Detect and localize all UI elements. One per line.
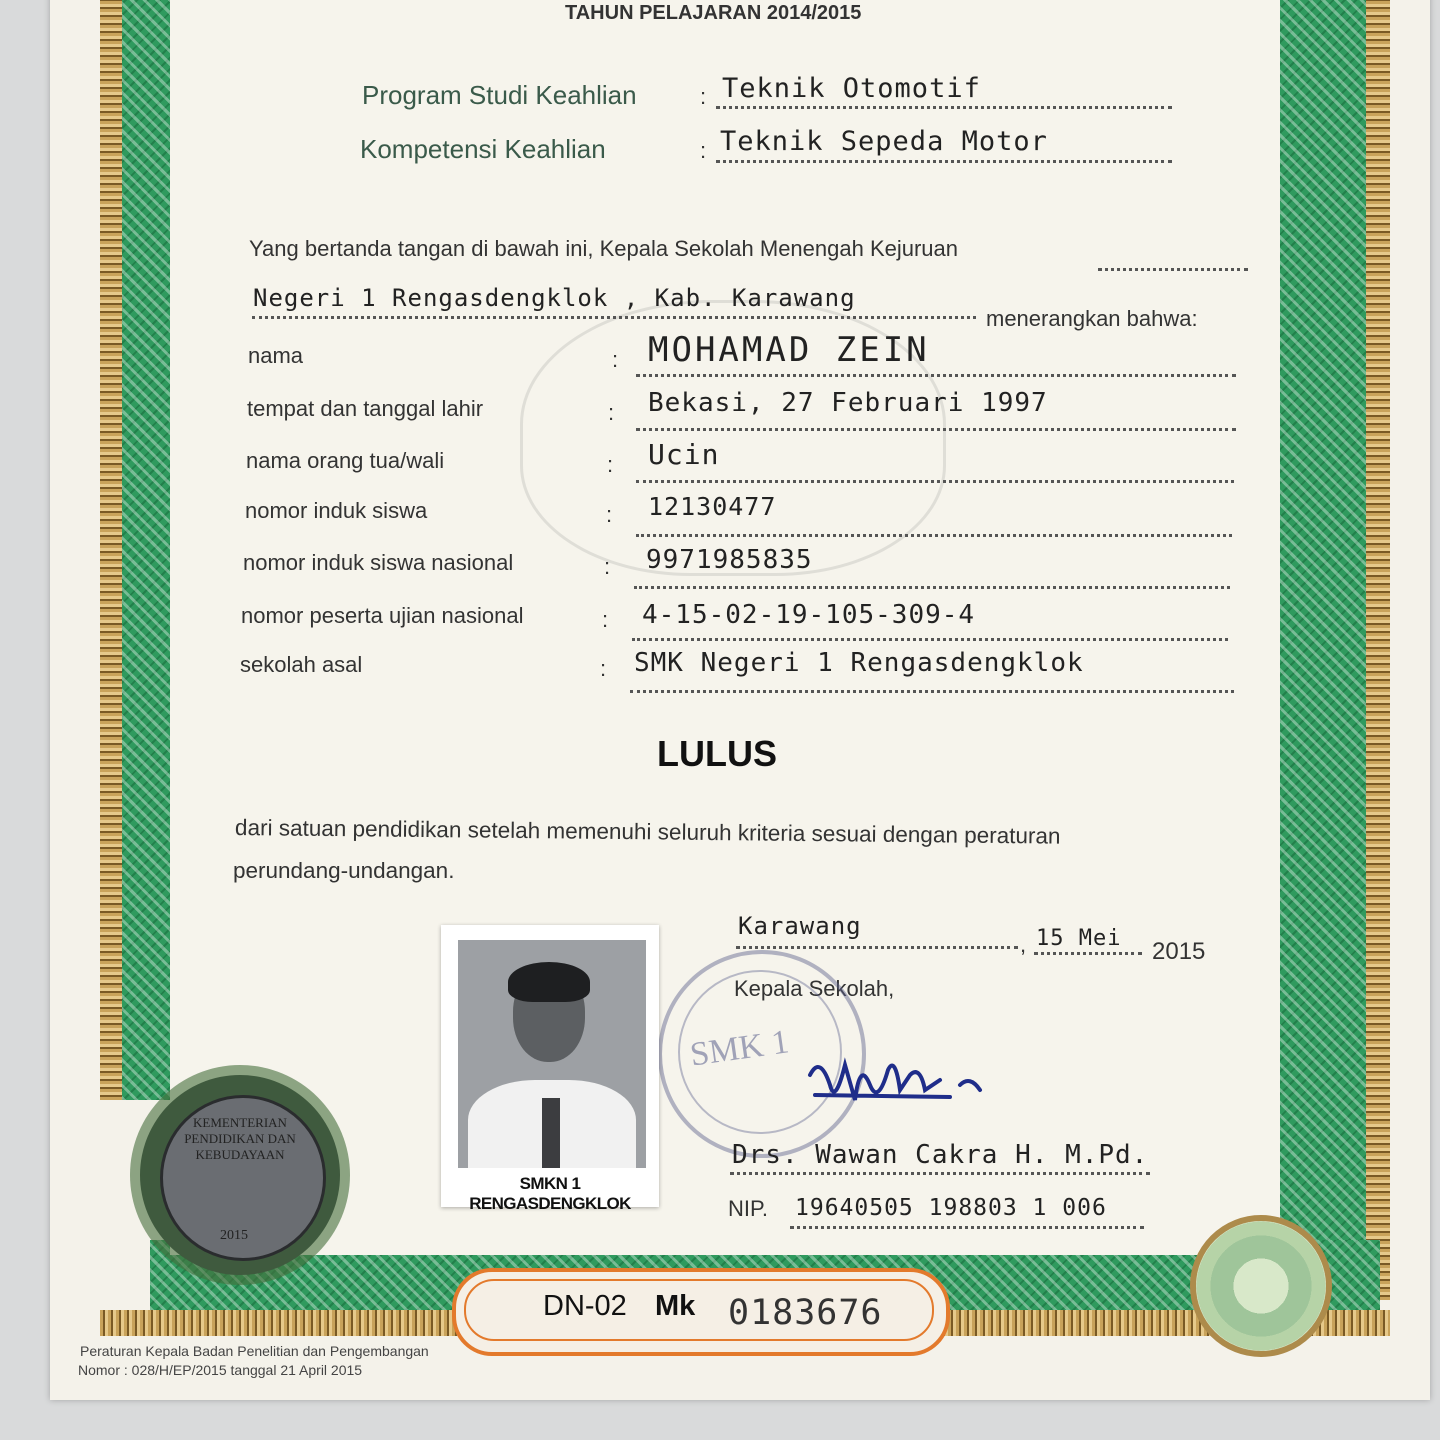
- left-outer-border: [100, 0, 122, 1100]
- signing-comma: ,: [1020, 932, 1027, 957]
- competency-value: Teknik Sepeda Motor: [720, 126, 1048, 157]
- field-label-nis: nomor induk siswa: [245, 498, 428, 523]
- field-colon: :: [607, 452, 614, 477]
- field-colon: :: [602, 607, 609, 632]
- field-colon: :: [608, 400, 615, 425]
- field-label-ttl: tempat dan tanggal lahir: [247, 396, 484, 421]
- field-value-ttl: Bekasi, 27 Februari 1997: [648, 388, 1048, 418]
- field-dots: [636, 534, 1232, 537]
- program-label: Program Studi Keahlian: [362, 80, 637, 110]
- field-label-sekolah: sekolah asal: [240, 652, 363, 677]
- statement-intro-dots: [1098, 268, 1248, 271]
- security-rosette: [1190, 1215, 1332, 1357]
- statement-school-dots: [252, 316, 976, 319]
- nip-value: 19640505 198803 1 006: [795, 1195, 1107, 1221]
- field-value-ujian: 4-15-02-19-105-309-4: [642, 600, 976, 630]
- field-label-nama: nama: [248, 343, 304, 368]
- principal-signature: [800, 1045, 990, 1115]
- program-value: Teknik Otomotif: [722, 73, 981, 104]
- field-colon: :: [604, 554, 611, 579]
- ministry-seal-year: 2015: [220, 1228, 248, 1243]
- signing-role: Kepala Sekolah,: [734, 976, 895, 1001]
- field-label-ujian: nomor peserta ujian nasional: [241, 603, 524, 628]
- result-description-2: perundang-undangan.: [233, 858, 455, 883]
- photo-caption: SMKN 1 RENGASDENGKLOK: [469, 1174, 631, 1213]
- nip-dots: [790, 1226, 1144, 1229]
- photo-hair: [508, 962, 590, 1002]
- photo-tie: [542, 1098, 560, 1168]
- right-outer-border: [1366, 0, 1390, 1300]
- competency-colon: :: [700, 138, 707, 163]
- school-stamp-text: SMK 1: [687, 1023, 792, 1074]
- field-colon: :: [600, 656, 607, 681]
- field-value-nisn: 9971985835: [646, 545, 813, 575]
- statement-school: Negeri 1 Rengasdengklok , Kab. Karawang: [253, 284, 856, 312]
- academic-year-title: TAHUN PELAJARAN 2014/2015: [565, 2, 862, 24]
- program-dots: [716, 106, 1172, 109]
- statement-suffix: menerangkan bahwa:: [986, 306, 1198, 331]
- field-dots: [636, 374, 1236, 377]
- field-value-wali: Ucin: [648, 438, 720, 471]
- serial-series: DN-02: [543, 1290, 627, 1322]
- field-value-nis: 12130477: [648, 492, 777, 521]
- signing-place: Karawang: [738, 912, 862, 940]
- field-label-nisn: nomor induk siswa nasional: [243, 550, 514, 575]
- nip-label: NIP.: [728, 1196, 768, 1221]
- ministry-seal-text: KEMENTERIAN PENDIDIKAN DAN KEBUDAYAAN: [184, 1115, 296, 1162]
- result-status: LULUS: [657, 733, 777, 774]
- program-colon: :: [700, 84, 707, 109]
- field-colon: :: [612, 347, 619, 372]
- field-dots: [630, 690, 1234, 693]
- serial-number: 0183676: [728, 1293, 883, 1333]
- student-photo: [458, 940, 646, 1168]
- serial-type: Mk: [655, 1290, 696, 1322]
- field-value-nama: MOHAMAD ZEIN: [648, 330, 930, 370]
- signing-day-month: 15 Mei: [1036, 926, 1122, 951]
- field-dots: [632, 638, 1228, 641]
- field-dots: [636, 480, 1234, 483]
- field-dots: [636, 428, 1236, 431]
- competency-dots: [716, 160, 1172, 163]
- principal-name-dots: [730, 1172, 1150, 1175]
- signing-date-dots: [1034, 952, 1142, 955]
- principal-name: Drs. Wawan Cakra H. M.Pd.: [732, 1140, 1149, 1170]
- footnote-line-2: Nomor : 028/H/EP/2015 tanggal 21 April 2015: [78, 1362, 363, 1378]
- result-description-1: dari satuan pendidikan setelah memenuhi seluruh kriteria sesuai dengan peraturan: [234, 815, 1061, 849]
- right-green-border: [1280, 0, 1366, 1270]
- left-green-border: [122, 0, 170, 1100]
- signing-place-dots: [736, 946, 1018, 949]
- field-value-sekolah: SMK Negeri 1 Rengasdengklok: [634, 648, 1084, 678]
- footnote-line-1: Peraturan Kepala Badan Penelitian dan Pengembangan: [80, 1343, 429, 1359]
- competency-label: Kompetensi Keahlian: [360, 134, 606, 164]
- field-label-wali: nama orang tua/wali: [246, 448, 445, 473]
- field-colon: :: [606, 502, 613, 527]
- statement-intro: Yang bertanda tangan di bawah ini, Kepala Sekolah Menengah Kejuruan: [249, 236, 959, 261]
- field-dots: [634, 586, 1230, 589]
- signing-year: 2015: [1152, 938, 1206, 965]
